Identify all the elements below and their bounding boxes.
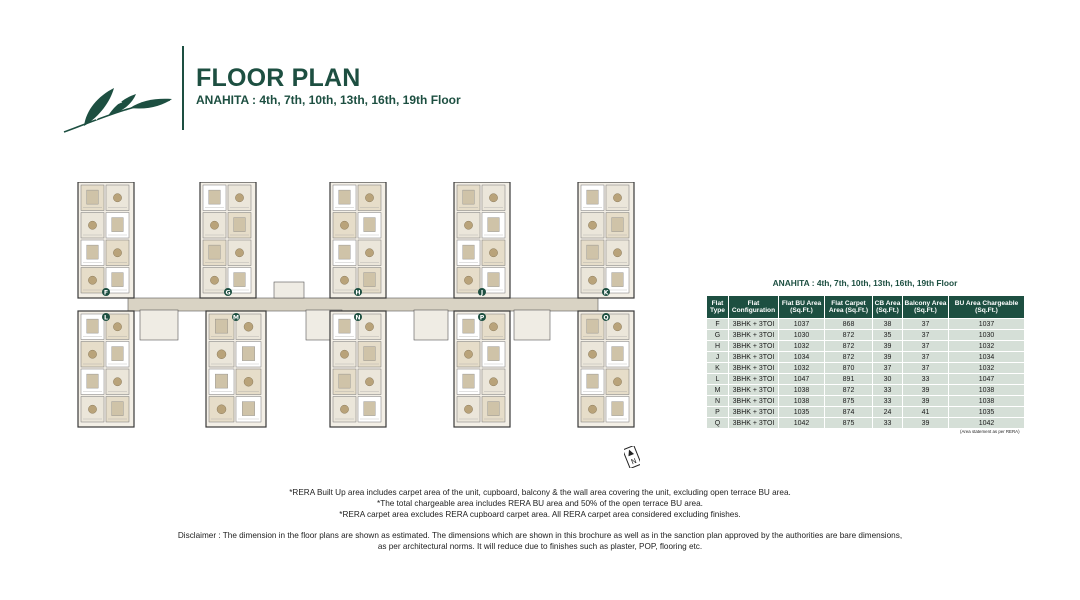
table-row: [707, 374, 1025, 385]
table-cell: 875: [825, 396, 873, 407]
table-cell: 30: [873, 374, 903, 385]
table-cell: 872: [825, 341, 873, 352]
table-row: [707, 319, 1025, 330]
table-cell: 872: [825, 352, 873, 363]
area-statement-table: [706, 295, 1025, 429]
table-row: [707, 352, 1025, 363]
table-cell: 39: [873, 352, 903, 363]
table-cell: 1038: [779, 396, 825, 407]
disclaimer-line-1: Disclaimer : The dimension in the floor plans are shown as estimated. The dimensions which are shown in this brochure as well as in the sanction plan approved by the authorities are bare dimensions,: [177, 531, 903, 540]
flat-label: F: [103, 289, 109, 297]
flat-label: G: [225, 289, 231, 297]
table-cell: 39: [873, 341, 903, 352]
table-cell: 35: [873, 330, 903, 341]
table-row: [707, 330, 1025, 341]
floor-plan-drawing: [74, 182, 654, 434]
table-cell: 39: [903, 418, 949, 429]
flat-unit: [330, 182, 386, 298]
table-row: [707, 396, 1025, 407]
table-cell: 872: [825, 385, 873, 396]
table-cell: 3BHK + 3TOI: [729, 341, 779, 352]
table-cell: 868: [825, 319, 873, 330]
north-arrow-icon: [624, 446, 640, 468]
flat-label: P: [479, 314, 485, 322]
table-cell: 37: [903, 341, 949, 352]
table-cell: H: [707, 341, 729, 352]
table-cell: 1034: [949, 352, 1025, 363]
table-cell: 1037: [949, 319, 1025, 330]
flat-label: L: [104, 314, 108, 322]
page-title: FLOOR PLAN: [196, 64, 361, 92]
corridor: [128, 298, 598, 311]
note-carpet-area: *RERA carpet area excludes RERA cupboard carpet area. All RERA carpet area considered excluding finishes.: [339, 510, 741, 519]
flat-unit: [78, 311, 134, 427]
table-cell: 1030: [779, 330, 825, 341]
note-chargeable-area: *The total chargeable area includes RERA BU area and 50% of the open terrace BU area.: [377, 499, 703, 508]
table-cell: P: [707, 407, 729, 418]
table-row: [707, 363, 1025, 374]
table-cell: 1030: [949, 330, 1025, 341]
flat-unit: [578, 311, 634, 427]
flat-unit: [200, 182, 256, 298]
header-divider: [182, 46, 184, 130]
table-cell: 1032: [949, 363, 1025, 374]
flat-label: J: [480, 289, 484, 297]
flat-label: N: [355, 314, 361, 322]
table-cell: 874: [825, 407, 873, 418]
table-cell: 37: [903, 319, 949, 330]
table-title: ANAHITA : 4th, 7th, 10th, 13th, 16th, 19th Floor: [772, 278, 958, 288]
table-cell: 3BHK + 3TOI: [729, 330, 779, 341]
table-cell: 24: [873, 407, 903, 418]
table-cell: 1038: [949, 385, 1025, 396]
table-cell: 3BHK + 3TOI: [729, 385, 779, 396]
table-cell: 37: [903, 352, 949, 363]
core-block: [414, 310, 448, 340]
flat-unit: [78, 182, 134, 298]
table-cell: 875: [825, 418, 873, 429]
table-cell: 1035: [779, 407, 825, 418]
table-cell: 37: [873, 363, 903, 374]
table-cell: 1038: [779, 385, 825, 396]
page-subtitle: ANAHITA : 4th, 7th, 10th, 13th, 16th, 19th Floor: [196, 93, 461, 107]
flat-unit: [206, 311, 266, 427]
table-cell: J: [707, 352, 729, 363]
table-cell: 3BHK + 3TOI: [729, 374, 779, 385]
flat-label: Q: [603, 314, 609, 322]
table-header-cell: CB Area (Sq.Ft.): [873, 296, 903, 319]
table-header-cell: Flat Configuration: [729, 296, 779, 319]
table-cell: 891: [825, 374, 873, 385]
north-label: N: [629, 456, 638, 467]
table-header-row: [707, 296, 1025, 319]
table-cell: 1032: [949, 341, 1025, 352]
table-cell: Q: [707, 418, 729, 429]
table-cell: 1037: [779, 319, 825, 330]
table-row: [707, 385, 1025, 396]
core-block: [274, 282, 304, 298]
table-cell: 33: [873, 418, 903, 429]
table-row: [707, 418, 1025, 429]
table-header-cell: Flat BU Area (Sq.Ft.): [779, 296, 825, 319]
table-row: [707, 407, 1025, 418]
table-cell: K: [707, 363, 729, 374]
flat-unit: [454, 311, 510, 427]
table-cell: 41: [903, 407, 949, 418]
table-cell: 3BHK + 3TOI: [729, 363, 779, 374]
table-cell: 870: [825, 363, 873, 374]
table-note: (Area statement as per RERA): [960, 429, 1020, 434]
note-bu-area: *RERA Built Up area includes carpet area of the unit, cupboard, balcony & the wall area covering the unit, excluding open terrace BU area.: [289, 488, 791, 497]
table-cell: 33: [873, 396, 903, 407]
flat-label: K: [603, 289, 609, 297]
core-block: [140, 310, 178, 340]
table-cell: 1047: [949, 374, 1025, 385]
table-cell: F: [707, 319, 729, 330]
table-cell: 3BHK + 3TOI: [729, 352, 779, 363]
table-cell: 33: [873, 385, 903, 396]
table-cell: 3BHK + 3TOI: [729, 319, 779, 330]
table-cell: 1034: [779, 352, 825, 363]
table-cell: 1035: [949, 407, 1025, 418]
table-cell: 37: [903, 363, 949, 374]
table-cell: 37: [903, 330, 949, 341]
table-cell: N: [707, 396, 729, 407]
table-row: [707, 341, 1025, 352]
table-header-cell: Flat Carpet Area (Sq.Ft.): [825, 296, 873, 319]
table-cell: 872: [825, 330, 873, 341]
flat-unit: [454, 182, 510, 298]
table-cell: L: [707, 374, 729, 385]
flat-unit: [578, 182, 634, 298]
table-cell: G: [707, 330, 729, 341]
table-header-cell: Flat Type: [707, 296, 729, 319]
flat-label: H: [355, 289, 361, 297]
table-cell: 38: [873, 319, 903, 330]
table-cell: 39: [903, 396, 949, 407]
table-cell: 1038: [949, 396, 1025, 407]
flat-unit: [330, 311, 386, 427]
table-cell: M: [707, 385, 729, 396]
table-cell: 1042: [779, 418, 825, 429]
core-block: [514, 310, 550, 340]
table-header-cell: Balcony Area (Sq.Ft.): [903, 296, 949, 319]
table-cell: 1032: [779, 363, 825, 374]
table-cell: 1047: [779, 374, 825, 385]
table-cell: 3BHK + 3TOI: [729, 418, 779, 429]
table-cell: 33: [903, 374, 949, 385]
table-cell: 3BHK + 3TOI: [729, 396, 779, 407]
leaf-icon: [62, 82, 174, 134]
disclaimer-line-2: as per architectural norms. It will reduce due to finishes such as plaster, POP, flooring etc.: [377, 542, 703, 551]
table-cell: 3BHK + 3TOI: [729, 407, 779, 418]
table-cell: 1042: [949, 418, 1025, 429]
table-header-cell: BU Area Chargeable (Sq.Ft.): [949, 296, 1025, 319]
table-cell: 39: [903, 385, 949, 396]
flat-label: M: [232, 314, 240, 322]
table-cell: 1032: [779, 341, 825, 352]
